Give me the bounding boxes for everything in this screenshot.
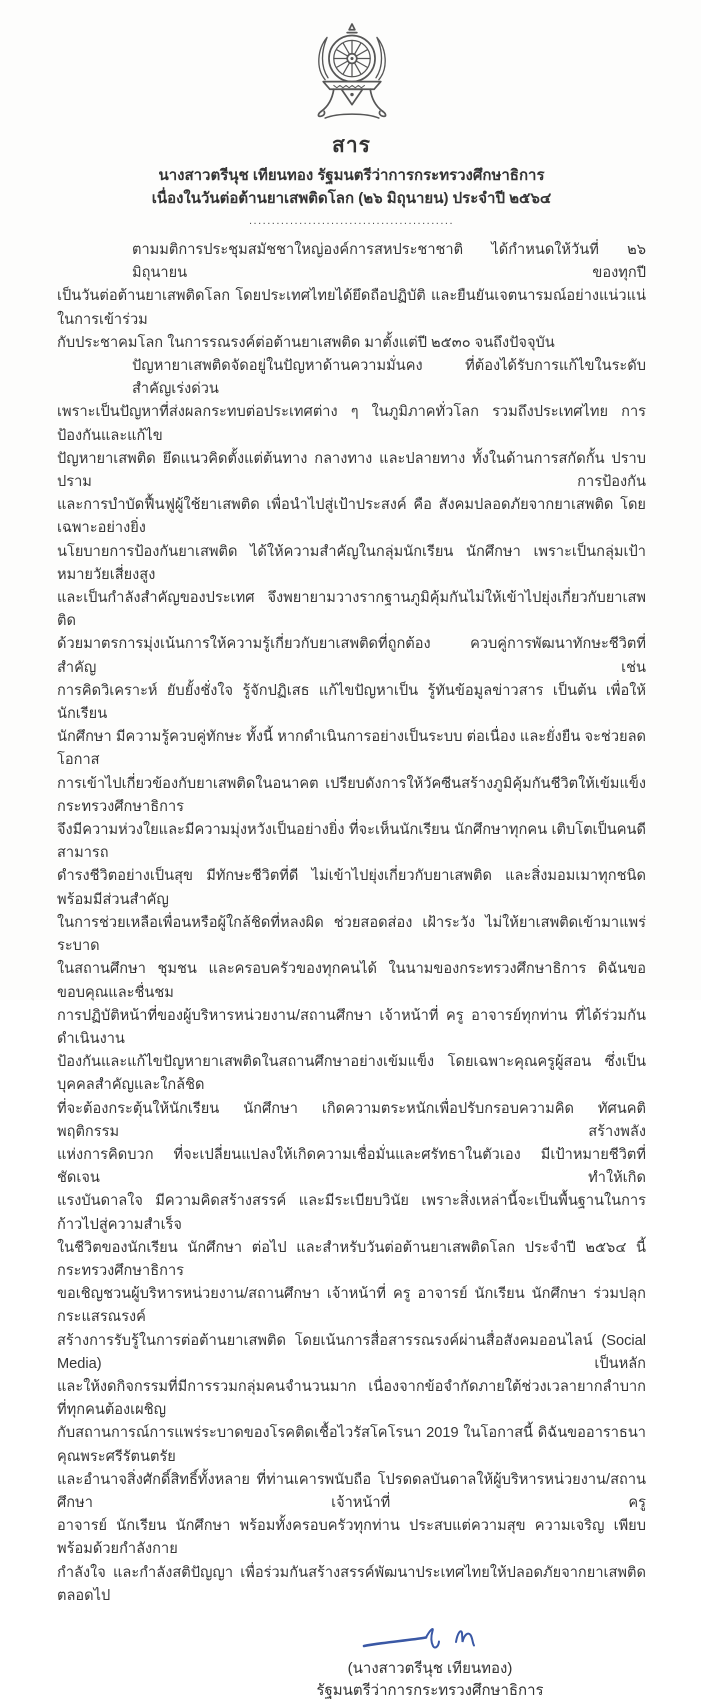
- paragraph: [57, 239, 646, 355]
- paragraph-line: และอำนาจสิ่งศักดิ์สิทธิ์ทั้งหลาย ที่ท่านเคารพนับถือ โปรดดลบันดาลให้ผู้บริหารหน่วยงาน/สถานศึกษา เจ้าหน้าที่ ครู: [57, 1471, 646, 1511]
- paragraph-line: นโยบายการป้องกันยาเสพติด ได้ให้ความสำคัญในกลุ่มนักเรียน นักศึกษา เพราะเป็นกลุ่มเป้าหมายวัยเสี่ยงสูง: [57, 543, 646, 583]
- signatory-title: รัฐมนตรีว่าการกระทรวงศึกษาธิการ: [316, 1681, 544, 1699]
- signature-ink: [360, 1620, 500, 1658]
- paragraph-line: ในการช่วยเหลือเพื่อนหรือผู้ใกล้ชิดที่หลงผิด ช่วยสอดส่อง เฝ้าระวัง ไม่ให้ยาเสพติดเข้ามาแพร่ระบาด: [57, 914, 646, 955]
- paragraph-line: ปัญหายาเสพติดจัดอยู่ในปัญหาด้านความมั่นคง ที่ต้องได้รับการแก้ไขในระดับสำคัญเร่งด่วน: [132, 358, 646, 398]
- paragraph-line: แรงบันดาลใจ มีความคิดสร้างสรรค์ และมีระเบียบวินัย เพราะสิ่งเหล่านี้จะเป็นพื้นฐานในการก้าวไปสู่ความสำเร็จ: [57, 1193, 646, 1233]
- paragraph-line: การเข้าไปเกี่ยวข้องกับยาเสพติดในอนาคต เปรียบดังการให้วัคซีนสร้างภูมิคุ้มกันชีวิตให้เข้มแข็ง กระทรวงศึกษาธิการ: [57, 775, 646, 815]
- paragraph-line: เป็นวันต่อต้านยาเสพติดโลก โดยประเทศไทยได้ยึดถือปฏิบัติ และยืนยันเจตนารมณ์อย่างแน่วแน่ในการเข้าร่วม: [57, 288, 646, 328]
- paragraph-line: และให้งดกิจกรรมที่มีการรวมกลุ่มคนจำนวนมาก เนื่องจากข้อจำกัดภายใต้ช่วงเวลายากลำบาก ที่ทุกคนต้องเผชิญ: [57, 1378, 646, 1419]
- paragraph-line: ที่จะต้องกระตุ้นให้นักเรียน นักศึกษา เกิดความตระหนักเพื่อปรับกรอบความคิด ทัศนคติ พฤติกรรม สร้างพลัง: [57, 1100, 646, 1140]
- body-paragraphs: [57, 239, 646, 1608]
- paragraph-line: การปฏิบัติหน้าที่ของผู้บริหารหน่วยงาน/สถานศึกษา เจ้าหน้าที่ ครู อาจารย์ทุกท่าน ที่ได้ร่วมกันดำเนินงาน: [57, 1007, 646, 1047]
- paragraph-line: ดำรงชีวิตอย่างเป็นสุข มีทักษะชีวิตที่ดี ไม่เข้าไปยุ่งเกี่ยวกับยาเสพติด และสิ่งมอมเมาทุกชนิด พร้อมมีส่วนสำคัญ: [57, 868, 646, 908]
- paragraph-line: ป้องกันและแก้ไขปัญหายาเสพติดในสถานศึกษาอย่างเข้มแข็ง โดยเฉพาะคุณครูผู้สอน ซึ่งเป็นบุคคลสำคัญและใกล้ชิด: [57, 1054, 646, 1094]
- paragraph-line: ด้วยมาตรการมุ่งเน้นการให้ความรู้เกี่ยวกับยาเสพติดที่ถูกต้อง ควบคู่การพัฒนาทักษะชีวิตที่สำคัญ เช่น: [57, 636, 646, 676]
- occasion-line: เนื่องในวันต่อต้านยาเสพติดโลก (๒๖ มิถุนายน) ประจำปี ๒๕๖๔: [151, 190, 552, 207]
- paragraph-line: การคิดวิเคราะห์ ยับยั้งชั่งใจ รู้จักปฏิเสธ แก้ไขปัญหาเป็น รู้ทันข้อมูลข่าวสาร เป็นต้น เพื่อให้นักเรียน: [57, 682, 646, 723]
- paragraph-line: ขอเชิญชวนผู้บริหารหน่วยงาน/สถานศึกษา เจ้าหน้าที่ ครู อาจารย์ นักเรียน นักศึกษา ร่วมปลุกกระแสรณรงค์: [57, 1286, 646, 1326]
- paragraph-line: ในสถานศึกษา ชุมชน และครอบครัวของทุกคนได้ ในนามของกระทรวงศึกษาธิการ ดิฉันขอขอบคุณและชื่นชม: [57, 961, 646, 1001]
- signatory-name: (นางสาวตรีนุช เทียนทอง): [347, 1659, 513, 1677]
- paragraph-line: กำลังใจ และกำลังสติปัญญา เพื่อร่วมกันสร้างสรรค์พัฒนาประเทศไทยให้ปลอดภัยจากยาเสพติด ตลอดไป: [57, 1564, 646, 1604]
- paragraph-line: เพราะเป็นปัญหาที่ส่งผลกระทบต่อประเทศต่าง ๆ ในภูมิภาคทั่วโลก รวมถึงประเทศไทย การป้องกันและแก้ไข: [57, 404, 646, 444]
- paragraph-line: ในชีวิตของนักเรียน นักศึกษา ต่อไป และสำหรับวันต่อต้านยาเสพติดโลก ประจำปี ๒๕๖๔ นี้ กระทรวงศึกษาธิการ: [57, 1239, 646, 1279]
- signature-block: [270, 1620, 590, 1702]
- paragraph-line: อาจารย์ นักเรียน นักศึกษา พร้อมทั้งครอบครัวทุกท่าน ประสบแต่ความสุข ความเจริญ เพียบพร้อมด้วยกำลังกาย: [57, 1518, 646, 1558]
- paragraph-line: กับประชาคมโลก ในการรณรงค์ต่อต้านยาเสพติด มาตั้งแต่ปี ๒๕๓๐ จนถึงปัจจุบัน: [57, 334, 555, 351]
- paragraph-line: แห่งการคิดบวก ที่จะเปลี่ยนแปลงให้เกิดความเชื่อมั่นและศรัทธาในตัวเอง มีเป้าหมายชีวิตที่ชัดเจน ทำให้เกิด: [57, 1146, 646, 1187]
- paragraph-line: และเป็นกำลังสำคัญของประเทศ จึงพยายามวางรากฐานภูมิคุ้มกันไม่ให้เข้าไปยุ่งเกี่ยวกับยาเสพติด: [57, 590, 646, 630]
- paragraph-line: นักศึกษา มีความรู้ควบคู่ทักษะ ทั้งนี้ หากดำเนินการอย่างเป็นระบบ ต่อเนื่อง และยั่งยืน จะช่วยลดโอกาส: [57, 729, 646, 769]
- paragraph-line: ตามมติการประชุมสมัชชาใหญ่องค์การสหประชาชาติ ได้กำหนดให้วันที่ ๒๖ มิถุนายน ของทุกปี: [132, 242, 646, 282]
- ministry-of-education-seal-icon: [57, 22, 646, 127]
- paragraph-line: กับสถานการณ์การแพร่ระบาดของโรคติดเชื้อไวรัสโคโรนา 2019 ในโอกาสนี้ ดิฉันขออาราธนาคุณพระศรีรัตนตรัย: [57, 1425, 646, 1465]
- paragraph: [57, 355, 646, 1608]
- minister-name-line: นางสาวตรีนุช เทียนทอง รัฐมนตรีว่าการกระทรวงศึกษาธิการ: [158, 167, 545, 184]
- paragraph-line: สร้างการรับรู้ในการต่อต้านยาเสพติด โดยเน้นการสื่อสารรณรงค์ผ่านสื่อสังคมออนไลน์ (Social Media) เป็นหลัก: [57, 1332, 646, 1372]
- paragraph-line: และการบำบัดฟื้นฟูผู้ใช้ยาเสพติด เพื่อนำไปสู่เป้าประสงค์ คือ สังคมปลอดภัยจากยาเสพติด โดยเฉพาะอย่างยิ่ง: [57, 497, 646, 537]
- dotted-divider: .............................................: [248, 215, 455, 227]
- letter-title: สาร: [332, 134, 371, 157]
- paragraph-line: จึงมีความห่วงใยและมีความมุ่งหวังเป็นอย่างยิ่ง ที่จะเห็นนักเรียน นักศึกษาทุกคน เติบโตเป็นคนดี สามารถ: [57, 822, 646, 862]
- paragraph-line: ปัญหายาเสพติด ยึดแนวคิดตั้งแต่ต้นทาง กลางทาง และปลายทาง ทั้งในด้านการสกัดกั้น ปราบปราม การป้องกัน: [57, 450, 646, 491]
